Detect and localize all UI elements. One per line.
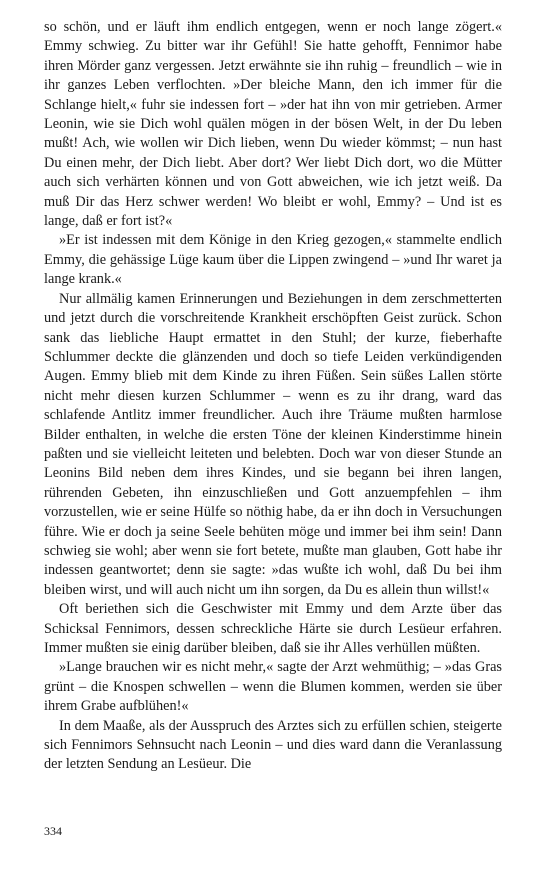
page-number: 334: [44, 824, 62, 838]
paragraph-3: Nur allmälig kamen Erinnerungen und Beziehungen in dem zerschmetterten und jetzt durch die vorschreitende Krankheit erschöpften Geist zurück. Schon sank das liebliche Haupt ermattet in den Stuhl; der kurze, fieberhafte Schlummer deckte die glänzenden und doch so tiefe Leiden verkündigenden Augen. Emmy blieb mit dem Kinde zu ihren Füßen. Sein süßes Lallen störte nicht mehr diesen kurzen Schlummer – wenn es zu ihr drang, ward das schlafende Antlitz immer freundlicher. Auch ihre Träume mußten harmlose Bilder enthalten, in welche die ersten Töne der kleinen Kinderstimme hinein paßten und sie vielleicht leiteten und belebten. Doch war von dieser Stunde an Leonins Bild neben dem ihres Kindes, und sie begann bei ihren langen, rührenden Gebeten, ihn einzuschließen und Gott anzuempfehlen – ihm vorzustellen, wie er seine Hülfe so nöthig habe, da er ihn doch in Versuchungen führe. Wie er doch ja seine Seele behüten möge und immer bei ihm sein! Dann schwieg sie wohl; aber wenn sie fort betete, mußte man glauben, Gott habe ihr indessen geantwortet; denn sie sagte: »das wußte ich wohl, daß Du bei ihm bleiben wirst, und will auch nicht um ihn sorgen, da Du es allein thun willst!«: [44, 290, 502, 598]
body-text: [44, 18, 502, 775]
paragraph-6: In dem Maaße, als der Ausspruch des Arztes sich zu erfüllen schien, steigerte sich Fennimors Sehnsucht nach Leonin – und dies ward dann die Veranlassung der letzten Sendung an Lesüeur. Die: [44, 717, 502, 773]
paragraph-5: »Lange brauchen wir es nicht mehr,« sagte der Arzt wehmüthig; – »das Gras grünt – die Knospen schwellen – wenn die Blumen kommen, werden sie über ihrem Grabe aufblühen!«: [44, 659, 502, 715]
paragraph-4: Oft beriethen sich die Geschwister mit Emmy und dem Arzte über das Schicksal Fennimors, dessen schreckliche Härte sie durch Lesüeur erfahren. Immer mußten sie einig darüber bleiben, daß sie ihr Alles verhüllen müßten.: [44, 601, 502, 656]
paragraph-2: »Er ist indessen mit dem Könige in den Krieg gezogen,« stammelte endlich Emmy, die gehässige Lüge kaum über die Lippen zwingend – »und Ihr waret ja lange krank.«: [44, 232, 502, 288]
paragraph-1: so schön, und er läuft ihm endlich entgegen, wenn er noch lange zögert.« Emmy schwieg. Zu bitter war ihr Gefühl! Sie hatte gehofft, Fennimor habe ihren Mörder ganz vergessen. Jetzt erwähnte sie ihn ruhig – freundlich – wie in ihr ganzes Leben verflochten. »Der bleiche Mann, den ich immer für die Schlange hielt,« fuhr sie indessen fort – »der hat ihn von mir getrieben. Armer Leonin, wie sie Dich wohl quälen mögen in der bösen Welt, in der Du leben mußt! Ach, wie wollen wir Dich lieben, wenn Du wieder kömmst; – nun hast Du einen mehr, der Dich liebt. Aber dort? Wer liebt Dich dort, wo die Mütter auch sich verhärten können und von Gott abweichen, wie ich jetzt weiß. Da muß Dir das Herz schwer werden! Wo bleibt er wohl, Emmy? – Und ist es lange, daß er fort ist?«: [44, 19, 502, 230]
